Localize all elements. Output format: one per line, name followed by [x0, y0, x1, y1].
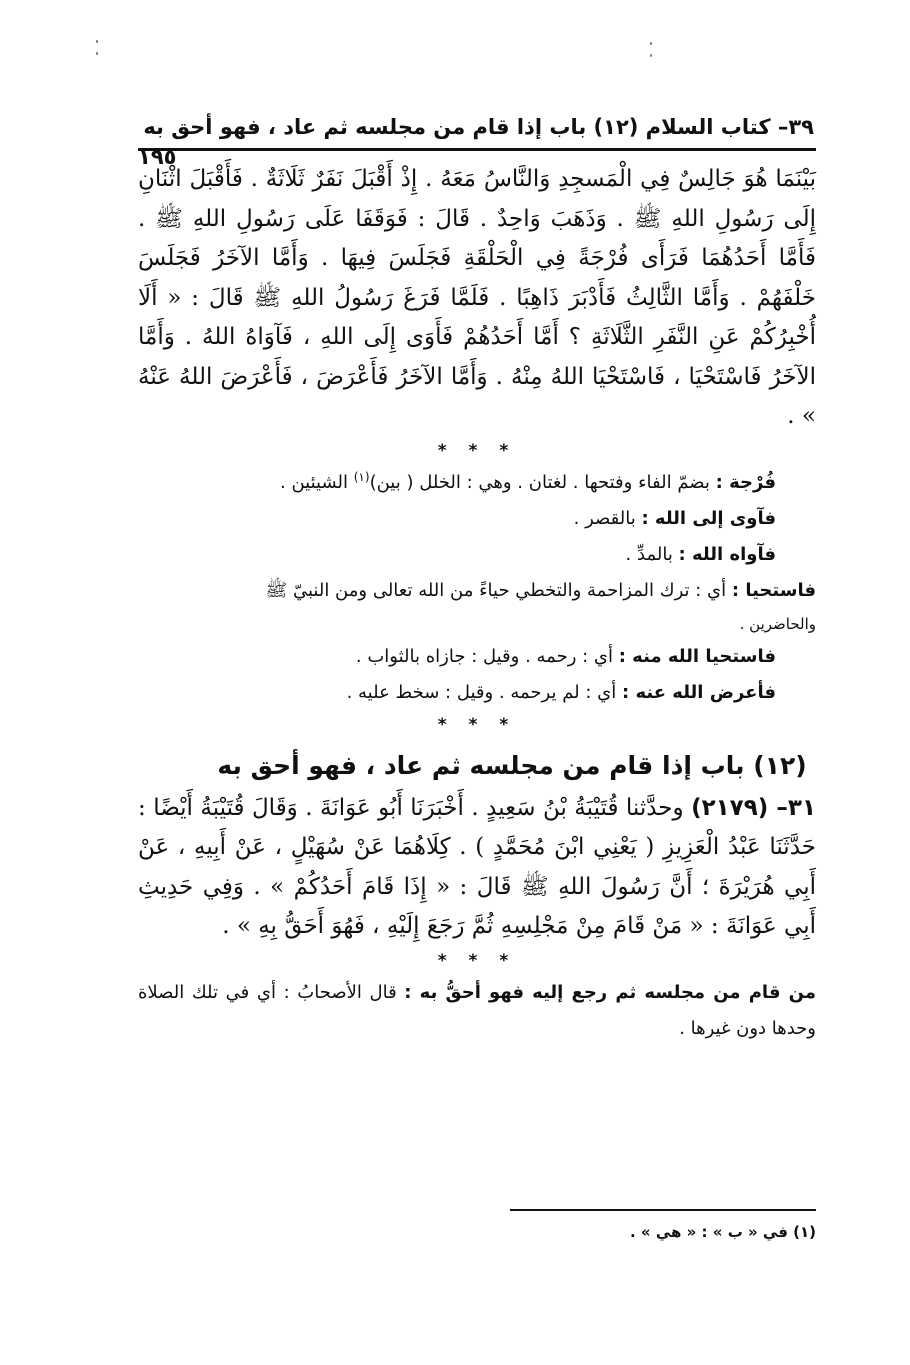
note-line: [138, 639, 816, 675]
scan-speck: [650, 54, 652, 57]
section-separator: * * *: [437, 440, 517, 461]
note-term: فأعرض الله عنه :: [621, 681, 776, 703]
hadith-number: ٣١– (٢١٧٩): [691, 794, 816, 821]
running-header: [138, 112, 814, 169]
footnote-reference: (١): [353, 469, 370, 484]
note-term: فاستحيا :: [731, 579, 816, 601]
note-line: [138, 573, 816, 609]
hadith-text: بَيْنَمَا هُوَ جَالِسٌ فِي الْمَسجِدِ وَالنَّاسُ مَعَهُ . إِذْ أَقْبَلَ نَفَرٌ ثَلَاثَةٌ . فَأَقْبَلَ اثْنَانِ إِلَى رَسُولِ اللهِ ﷺ . وَذَهَبَ وَاحِدٌ . قَالَ : فَوَقَفَا عَلَى رَسُولِ اللهِ ﷺ . فَأَمَّا أَحَدُهُمَا فَرَأَى فُرْجَةً فِي الْحَلْقَةِ فَجَلَسَ فِيهَا . وَأَمَّا الآخَرُ فَجَلَسَ خَلْفَهُمْ . وَأَمَّا الثَّالِثُ فَأَدْبَرَ ذَاهِبًا . فَلَمَّا فَرَغَ رَسُولُ اللهِ ﷺ قَالَ : « أَلَا أُخْبِرُكُمْ عَنِ النَّفَرِ الثَّلَاثَةِ ؟ أَمَّا أَحَدُهُمْ فَأَوَى إِلَى اللهِ ، فَآوَاهُ اللهُ . وَأَمَّا الآخَرُ فَاسْتَحْيَا ، فَاسْتَحْيَا اللهُ مِنْهُ . وَأَمَّا الآخَرُ فَأَعْرَضَ ، فَأَعْرَضَ اللهُ عَنْهُ » .: [138, 166, 816, 429]
hadith-text: [138, 789, 816, 947]
note-term: فآواه الله :: [678, 543, 776, 565]
hadith-body: وحدَّثنا قُتَيْبَةُ بْنُ سَعِيدٍ . أَخْبَرَنَا أَبُو عَوَانَةَ . وَقَالَ قُتَيْبَةُ أَيْضًا : حَدَّثَنَا عَبْدُ الْعَزِيزِ ( يَعْنِي ابْنَ مُحَمَّدٍ ) . كِلَاهُمَا عَنْ سُهَيْلٍ ، عَنْ أَبِيهِ ، عَنْ أَبِي هُرَيْرَةَ ؛ أَنَّ رَسُولَ اللهِ ﷺ قَالَ : « إِذَا قَامَ أَحَدُكُمْ » . وَفِي حَدِيثِ أَبِي عَوَانَةَ : « مَنْ قَامَ مِنْ مَجْلِسِهِ ثُمَّ رَجَعَ إِلَيْهِ ، فَهُوَ أَحَقُّ بِهِ » .: [138, 794, 816, 939]
note-line: [138, 975, 816, 1047]
page-body: [138, 160, 816, 1047]
section-separator: * * *: [437, 950, 517, 971]
note-text: الشيئين .: [280, 471, 354, 493]
note-line: [138, 675, 816, 711]
footnote: (١) في « ب » : « هي » .: [630, 1223, 816, 1241]
note-line: [138, 609, 816, 639]
note-text: بالمدِّ .: [625, 543, 679, 565]
note-line: [138, 537, 816, 573]
note-term: فُرْجة :: [715, 471, 776, 493]
note-text: أي : ترك المزاحمة والتخطي حياءً من الله تعالى ومن النبيّ ﷺ: [265, 579, 732, 601]
note-term: من قام من مجلسه ثم رجع إليه فهو أحقُّ به :: [404, 981, 816, 1003]
note-line: [138, 501, 816, 537]
note-line: [138, 465, 816, 501]
note-term: فاستحيا الله منه :: [618, 645, 776, 667]
footnote-rule: [510, 1209, 816, 1211]
page-number: ١٩٥: [138, 145, 177, 169]
scan-speck: [650, 42, 652, 45]
commentary-notes: [138, 465, 816, 711]
note-text: أي : لم يرحمه . وقيل : سخط عليه .: [346, 681, 622, 703]
header-title: ٣٩– كتاب السلام (١٢) باب إذا قام من مجلسه ثم عاد ، فهو أحق به: [143, 115, 814, 139]
note-text: والحاضرين .: [739, 614, 816, 633]
note-text: بضمّ الفاء وفتحها . لغتان . وهي : الخلل ( بين): [369, 471, 716, 493]
note-term: فآوى إلى الله :: [641, 507, 776, 529]
scan-speck: [96, 40, 98, 43]
section-separator: * * *: [437, 714, 517, 735]
note-text: قال الأصحابُ : أي في تلك الصلاة وحدها دون غيرها .: [138, 981, 816, 1039]
scan-speck: [96, 52, 98, 55]
header-rule: [138, 148, 816, 151]
note-text: أي : رحمه . وقيل : جازاه بالثواب .: [355, 645, 619, 667]
chapter-title: (١٢) باب إذا قام من مجلسه ثم عاد ، فهو أحق به: [217, 750, 807, 780]
note-text: بالقصر .: [573, 507, 642, 529]
